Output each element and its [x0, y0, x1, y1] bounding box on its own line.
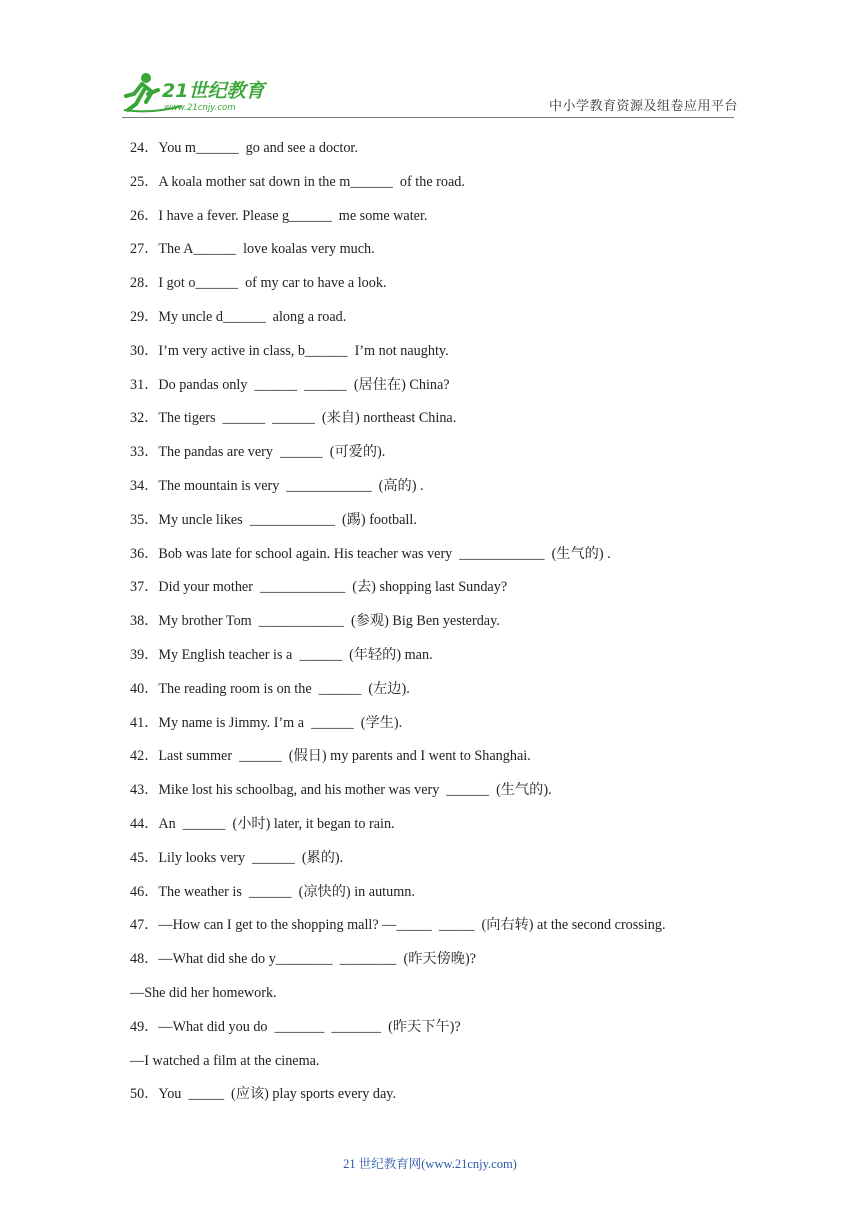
question-list [130, 136, 750, 1116]
page-header [0, 0, 860, 120]
platform-title: 中小学教育资源及组卷应用平台 [549, 99, 739, 114]
question-28: 28．I got o______ of my car to have a look. [130, 275, 387, 292]
question-31: 31．Do pandas only ______ ______ (居住在) China? [130, 376, 450, 393]
question-27: 27．The A______ love koalas very much. [130, 241, 375, 258]
question-40: 40．The reading room is on the ______ (左边). [130, 680, 410, 697]
question-38: 38．My brother Tom ____________ (参观) Big Ben yesterday. [130, 613, 500, 630]
question-30: 30．I’m very active in class, b______ I’m not naughty. [130, 342, 449, 359]
runner-body-icon [126, 84, 158, 110]
question-26: 26．I have a fever. Please g______ me some water. [130, 207, 428, 224]
question-37: 37．Did your mother ____________ (去) shopping last Sunday? [130, 579, 508, 596]
question-33: 33．The pandas are very ______ (可爱的). [130, 444, 386, 461]
question-32: 32．The tigers ______ ______ (来自) northeast China. [130, 410, 457, 427]
question-44: 44．An ______ (小时) later, it began to rain. [130, 815, 395, 832]
question-49: 49．—What did you do _______ _______ (昨天下午)? [130, 1018, 461, 1035]
question-24: 24．You m______ go and see a doctor. [130, 140, 358, 156]
runner-head-icon [141, 73, 151, 83]
question-25: 25．A koala mother sat down in the m______ of the road. [130, 173, 465, 190]
answer-48: —She did her homework. [130, 984, 277, 1001]
header-divider [122, 117, 734, 118]
logo-21cnjy [122, 70, 292, 116]
question-45: 45．Lily looks very ______ (累的). [130, 849, 344, 866]
logo-text: 21世纪教育 [162, 80, 265, 102]
question-34: 34．The mountain is very ____________ (高的) . [130, 477, 424, 494]
logo-url: www.21cnjy.com [164, 103, 236, 113]
question-47: 47．—How can I get to the shopping mall? —_____ _____ (向右转) at the second crossing. [130, 917, 666, 934]
question-48: 48．—What did she do y________ ________ (昨天傍晚)? [130, 951, 476, 968]
question-41: 41．My name is Jimmy. I’m a ______ (学生). [130, 714, 403, 731]
question-36: 36．Bob was late for school again. His teacher was very ____________ (生气的) . [130, 545, 611, 562]
question-29: 29．My uncle d______ along a road. [130, 308, 347, 325]
question-46: 46．The weather is ______ (凉快的) in autumn. [130, 883, 415, 900]
question-43: 43．Mike lost his schoolbag, and his mother was very ______ (生气的). [130, 782, 552, 799]
question-50: 50．You _____ (应该) play sports every day. [130, 1086, 396, 1103]
answer-49: —I watched a film at the cinema. [130, 1052, 320, 1069]
question-35: 35．My uncle likes ____________ (踢) football. [130, 511, 417, 528]
page-footer[interactable]: 21 世纪教育网(www.21cnjy.com) [343, 1157, 517, 1171]
question-39: 39．My English teacher is a ______ (年轻的) man. [130, 646, 433, 663]
question-42: 42．Last summer ______ (假日) my parents and I went to Shanghai. [130, 748, 531, 765]
